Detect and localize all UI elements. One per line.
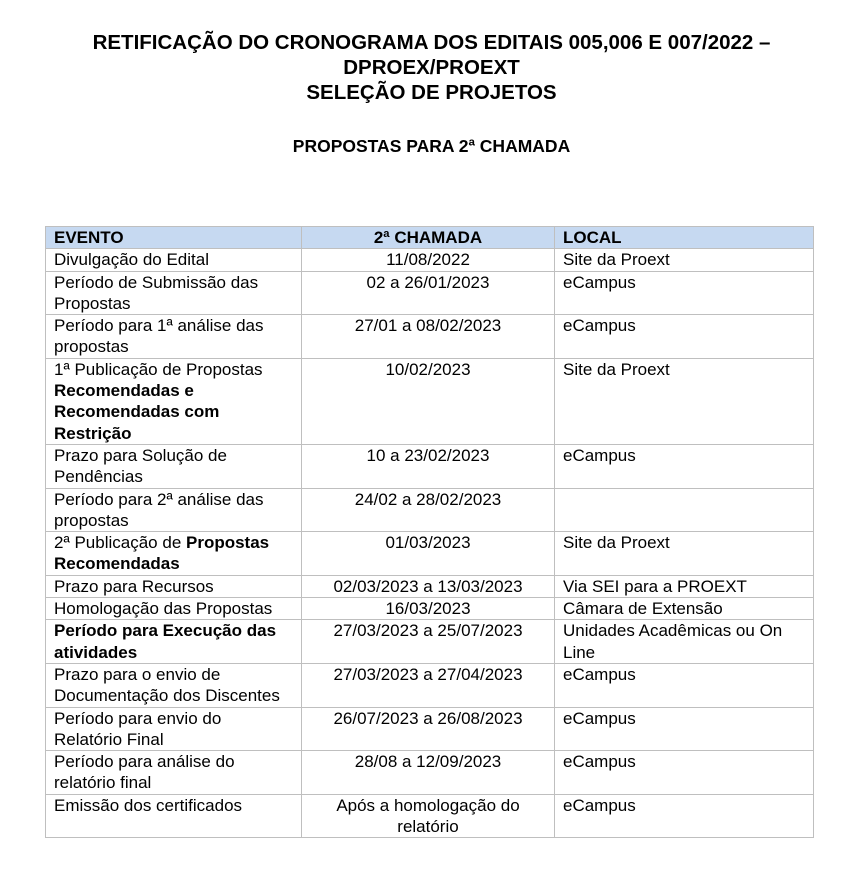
evento-text: Homologação das Propostas xyxy=(54,599,273,619)
evento-text: Prazo para Recursos xyxy=(54,576,214,596)
table-row xyxy=(46,249,814,271)
cell-chamada: 01/03/2023 xyxy=(302,532,555,576)
evento-text: Período para envio do Relatório Final xyxy=(54,708,222,749)
cell-local: Site da Proext xyxy=(555,249,814,271)
cell-chamada: 10 a 23/02/2023 xyxy=(302,444,555,488)
evento-text: Prazo para Solução de Pendências xyxy=(54,445,227,487)
cell-local xyxy=(555,488,814,532)
schedule-table xyxy=(45,226,814,838)
cell-evento xyxy=(46,794,302,838)
cell-evento xyxy=(46,575,302,597)
table-row xyxy=(46,751,814,795)
evento-text: Período para 1ª análise das propostas xyxy=(54,316,264,357)
cell-chamada: 02/03/2023 a 13/03/2023 xyxy=(302,575,555,597)
cell-local: Câmara de Extensão xyxy=(555,598,814,620)
cell-evento xyxy=(46,444,302,488)
evento-text: 2ª Publicação de xyxy=(54,533,186,553)
table-row xyxy=(46,663,814,707)
cell-evento xyxy=(46,598,302,620)
table-header-row xyxy=(46,227,814,249)
cell-chamada: 28/08 a 12/09/2023 xyxy=(302,751,555,795)
table-row xyxy=(46,271,814,315)
evento-text: Período para 2ª análise das propostas xyxy=(54,489,264,530)
cell-evento xyxy=(46,707,302,751)
table-row xyxy=(46,532,814,576)
table-row xyxy=(46,315,814,359)
header-local: LOCAL xyxy=(555,227,814,249)
table-row xyxy=(46,707,814,751)
evento-text: Recomendadas e Recomendadas com Restrição xyxy=(54,381,220,443)
cell-evento xyxy=(46,271,302,315)
cell-chamada: 27/01 a 08/02/2023 xyxy=(302,315,555,359)
cell-chamada: 02 a 26/01/2023 xyxy=(302,271,555,315)
cell-evento xyxy=(46,358,302,444)
header-evento: EVENTO xyxy=(46,227,302,249)
header-chamada: 2ª CHAMADA xyxy=(302,227,555,249)
table-row xyxy=(46,358,814,444)
table-row xyxy=(46,794,814,838)
cell-local: eCampus xyxy=(555,315,814,359)
cell-local: eCampus xyxy=(555,663,814,707)
table-row xyxy=(46,444,814,488)
table-row xyxy=(46,488,814,532)
cell-chamada: 16/03/2023 xyxy=(302,598,555,620)
cell-local: eCampus xyxy=(555,751,814,795)
table-row xyxy=(46,575,814,597)
cell-chamada: Após a homologação do relatório xyxy=(302,794,555,838)
cell-evento xyxy=(46,488,302,532)
title-line: RETIFICAÇÃO DO CRONOGRAMA DOS EDITAIS 005,006 E 007/2022 – xyxy=(92,31,771,54)
cell-chamada: 10/02/2023 xyxy=(302,358,555,444)
cell-local: Via SEI para a PROEXT xyxy=(555,575,814,597)
evento-text: Prazo para o envio de Documentação dos Discentes xyxy=(54,664,280,706)
cell-local: Site da Proext xyxy=(555,358,814,444)
evento-text: 1ª Publicação de Propostas xyxy=(54,359,263,379)
evento-text: Período para Execução das atividades xyxy=(54,621,277,662)
cell-evento xyxy=(46,249,302,271)
cell-local: eCampus xyxy=(555,271,814,315)
cell-evento xyxy=(46,751,302,795)
table-row xyxy=(46,620,814,664)
evento-text: Período para análise do relatório final xyxy=(54,752,235,793)
cell-evento xyxy=(46,663,302,707)
evento-text: Emissão dos certificados xyxy=(54,795,243,815)
cell-evento xyxy=(46,532,302,576)
evento-text: Divulgação do Edital xyxy=(54,250,209,270)
cell-chamada: 11/08/2022 xyxy=(302,249,555,271)
cell-local: Site da Proext xyxy=(555,532,814,576)
document-subtitle: PROPOSTAS PARA 2ª CHAMADA xyxy=(292,136,571,156)
cell-chamada: 26/07/2023 a 26/08/2023 xyxy=(302,707,555,751)
cell-local: Unidades Acadêmicas ou On Line xyxy=(555,620,814,664)
cell-local: eCampus xyxy=(555,794,814,838)
title-line: DPROEX/PROEXT xyxy=(343,56,520,79)
cell-chamada: 24/02 a 28/02/2023 xyxy=(302,488,555,532)
cell-chamada: 27/03/2023 a 25/07/2023 xyxy=(302,620,555,664)
evento-text: Propostas Recomendadas xyxy=(54,533,270,574)
table-row xyxy=(46,598,814,620)
document-title xyxy=(0,30,863,105)
cell-evento xyxy=(46,315,302,359)
title-line: SELEÇÃO DE PROJETOS xyxy=(306,81,557,104)
cell-local: eCampus xyxy=(555,707,814,751)
cell-local: eCampus xyxy=(555,444,814,488)
cell-evento xyxy=(46,620,302,664)
evento-text: Período de Submissão das Propostas xyxy=(54,272,259,313)
cell-chamada: 27/03/2023 a 27/04/2023 xyxy=(302,663,555,707)
